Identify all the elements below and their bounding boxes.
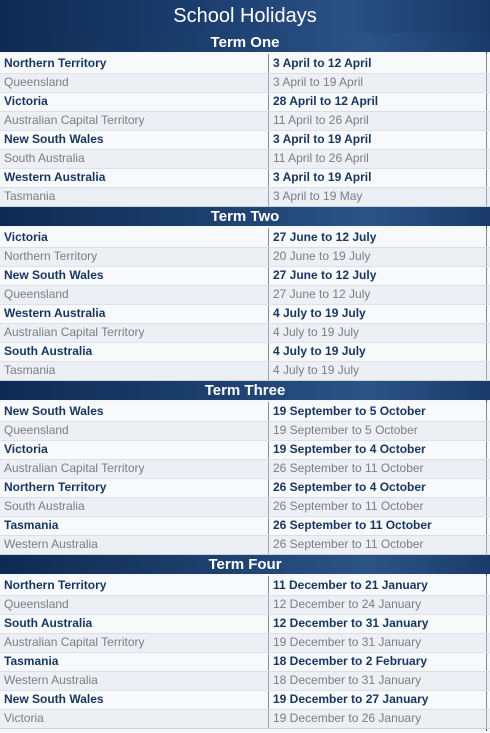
table-row [0,652,490,672]
state-cell: Australian Capital Territory [4,113,145,127]
dates-cell: 19 September to 5 October [273,423,418,437]
dates-cell: 4 July to 19 July [273,325,360,339]
state-cell: Australian Capital Territory [4,325,145,339]
term-header: Term Four [0,555,490,574]
table-row [0,342,490,362]
term-header: Term One [0,33,490,52]
state-cell: New South Wales [4,404,104,418]
table-row [0,361,490,381]
dates-cell: 26 September to 4 October [273,480,426,494]
dates-cell: 11 April to 26 April [273,151,369,165]
table-row [0,709,490,729]
table-row [0,633,490,653]
term-header: Term Three [0,381,490,400]
table-row [0,497,490,517]
dates-cell: 11 December to 21 January [273,578,428,592]
table-row [0,690,490,710]
dates-cell: 4 July to 19 July [273,363,360,377]
state-cell: Western Australia [4,537,98,551]
state-cell: South Australia [4,616,93,630]
table-row [0,440,490,460]
state-cell: Australian Capital Territory [4,461,145,475]
dates-cell: 3 April to 19 April [273,170,372,184]
dates-cell: 27 June to 12 July [273,230,377,244]
dates-cell: 4 July to 19 July [273,306,366,320]
dates-cell: 3 April to 12 April [273,56,372,70]
state-cell: Northern Territory [4,578,107,592]
table-row [0,168,490,188]
table-row [0,671,490,691]
state-cell: Queensland [4,287,69,301]
table-row [0,92,490,112]
table-row [0,421,490,441]
dates-cell: 26 September to 11 October [273,499,424,513]
dates-cell: 3 April to 19 April [273,132,372,146]
dates-cell: 18 December to 31 January [273,673,422,687]
table-row [0,535,490,555]
table-row [0,304,490,324]
dates-cell: 12 December to 31 January [273,616,429,630]
state-cell: Australian Capital Territory [4,635,145,649]
dates-cell: 19 September to 5 October [273,404,426,418]
table-row [0,478,490,498]
table-row [0,323,490,343]
table-row [0,459,490,479]
state-cell: Queensland [4,597,69,611]
state-cell: Queensland [4,75,69,89]
state-cell: Tasmania [4,654,59,668]
table-row [0,73,490,93]
state-cell: New South Wales [4,692,104,706]
dates-cell: 27 June to 12 July [273,268,377,282]
table-row [0,614,490,634]
state-cell: Tasmania [4,518,59,532]
table-row [0,402,490,422]
state-cell: Western Australia [4,170,106,184]
table-row [0,149,490,169]
state-cell: Western Australia [4,673,98,687]
state-cell: New South Wales [4,132,104,146]
state-cell: Victoria [4,230,48,244]
state-cell: Tasmania [4,189,56,203]
table-row [0,285,490,305]
table-row [0,266,490,286]
dates-cell: 12 December to 24 January [273,597,422,611]
dates-cell: 28 April to 12 April [273,94,379,108]
dates-cell: 19 December to 27 January [273,692,429,706]
state-cell: South Australia [4,151,85,165]
table-row [0,228,490,248]
table-row [0,54,490,74]
dates-cell: 26 September to 11 October [273,537,424,551]
state-cell: Western Australia [4,306,106,320]
dates-cell: 19 September to 4 October [273,442,426,456]
dates-cell: 3 April to 19 April [273,75,364,89]
table-row [0,595,490,615]
table-row [0,576,490,596]
state-cell: Northern Territory [4,249,98,263]
state-cell: South Australia [4,344,93,358]
page-title: School Holidays [0,0,490,34]
dates-cell: 20 June to 19 July [273,249,371,263]
state-cell: Victoria [4,442,48,456]
state-cell: Victoria [4,94,48,108]
state-cell: Northern Territory [4,480,107,494]
table-row [0,516,490,536]
term-header: Term Two [0,207,490,226]
dates-cell: 3 April to 19 May [273,189,363,203]
dates-cell: 4 July to 19 July [273,344,366,358]
table-row [0,247,490,267]
state-cell: South Australia [4,499,85,513]
dates-cell: 26 September to 11 October [273,518,432,532]
dates-cell: 26 September to 11 October [273,461,424,475]
table-row [0,111,490,131]
dates-cell: 11 April to 26 April [273,113,369,127]
state-cell: Northern Territory [4,56,107,70]
dates-cell: 19 December to 31 January [273,635,422,649]
state-cell: New South Wales [4,268,104,282]
table-row [0,130,490,150]
dates-cell: 27 June to 12 July [273,287,371,301]
state-cell: Tasmania [4,363,56,377]
dates-cell: 18 December to 2 February [273,654,428,668]
state-cell: Victoria [4,711,44,725]
table-row [0,187,490,207]
state-cell: Queensland [4,423,69,437]
dates-cell: 19 December to 26 January [273,711,422,725]
